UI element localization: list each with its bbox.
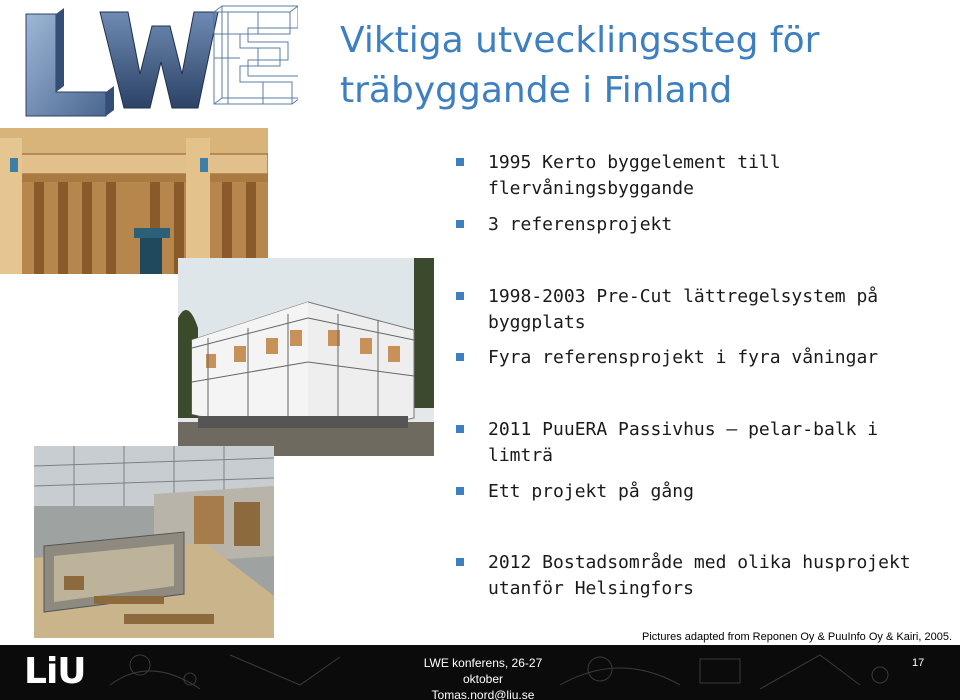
bullet-item <box>456 212 926 238</box>
page-number: 17 <box>912 657 925 669</box>
bullet-text: 1998-2003 Pre-Cut lättregelsystem på byggplats <box>488 286 879 333</box>
lwe-logo <box>18 4 298 132</box>
bullet-text: 2011 PuuERA Passivhus – pelar-balk i limträ <box>488 419 879 466</box>
bullet-item <box>456 345 926 371</box>
bullet-square-icon <box>456 220 464 228</box>
photo-modular-interior <box>34 446 274 638</box>
footer-bar <box>0 645 960 700</box>
photo-building-scaffold <box>178 258 434 456</box>
bullet-item <box>456 479 926 505</box>
bullet-square-icon <box>456 292 464 300</box>
bullet-item <box>456 550 926 602</box>
bullet-square-icon <box>456 487 464 495</box>
title-line-1: Viktiga utvecklingssteg för <box>340 20 820 61</box>
bullet-square-icon <box>456 353 464 361</box>
photo-timber-frame <box>0 128 268 274</box>
footer-conference <box>410 655 556 700</box>
bullet-text: 3 referensprojekt <box>488 214 673 235</box>
bullet-square-icon <box>456 558 464 566</box>
bullet-text: Fyra referensprojekt i fyra våningar <box>488 347 879 368</box>
bullet-square-icon <box>456 158 464 166</box>
bullet-item <box>456 284 926 336</box>
bullet-square-icon <box>456 425 464 433</box>
slide-title <box>340 16 940 116</box>
liu-logo: LiU <box>24 651 86 692</box>
bullet-text: 1995 Kerto byggelement till flervåningsbyggande <box>488 152 781 199</box>
contact-email: Tomas.nord@liu.se <box>431 688 535 700</box>
bullet-text: Ett projekt på gång <box>488 481 694 502</box>
title-line-2: träbyggande i Finland <box>340 70 733 111</box>
bullet-item <box>456 150 926 202</box>
bullet-item <box>456 417 926 469</box>
bullet-text: 2012 Bostadsområde med olika husprojekt utanför Helsingfors <box>488 552 911 599</box>
picture-credit: Pictures adapted from Reponen Oy & PuuInfo Oy & Kairi, 2005. <box>642 631 953 643</box>
conference-name: LWE konferens, 26-27 oktober <box>423 656 543 686</box>
